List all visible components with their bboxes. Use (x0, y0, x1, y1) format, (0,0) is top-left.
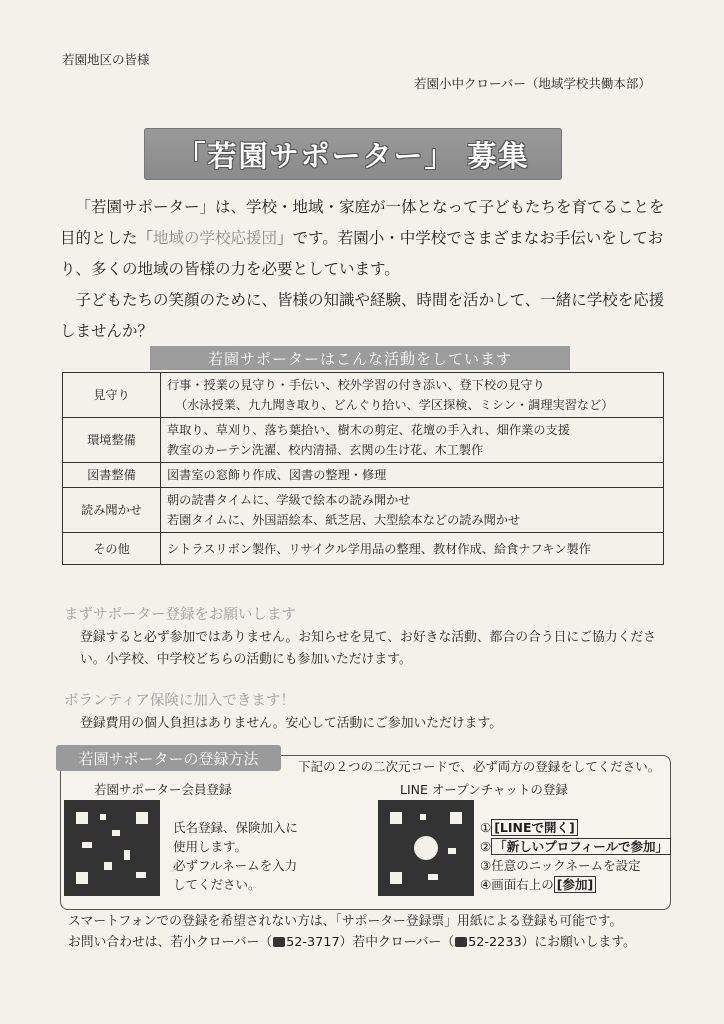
activity-category: 見守り (63, 373, 161, 418)
activity-row (63, 418, 664, 463)
section-register-body: 登録すると必ず参加ではありません。お知らせを見て、お好きな活動、都合の合う日にご協力ください。小学校、中学校どちらの活動にも参加いただけます。 (80, 630, 656, 667)
phone-number-elementary: 52-3717 (286, 935, 340, 950)
activity-line: 朝の読書タイムに、学級で絵本の読み聞かせ (167, 493, 411, 507)
page-title: 「若園サポーター」 募集 (144, 128, 562, 180)
activities-banner: 若園サポーターはこんな活動をしています (150, 346, 570, 370)
activity-line: 若園タイムに、外国語絵本、紙芝居、大型絵本などの読み聞かせ (167, 513, 521, 527)
step-text: [参加] (554, 876, 596, 893)
step-number: ④ (480, 877, 492, 892)
line-step (480, 818, 671, 837)
step-number: ① (480, 820, 492, 835)
line-registration-title: LINE オープンチャットの登録 (400, 782, 568, 797)
line-step (480, 837, 671, 856)
activity-description (161, 533, 664, 565)
activity-line: 教室のカーテン洗濯、校内清掃、玄関の生け花、木工製作 (167, 443, 484, 457)
activity-category: 読み聞かせ (63, 488, 161, 533)
member-registration-title: 若園サポーター会員登録 (94, 782, 232, 797)
activity-row (63, 373, 664, 418)
activity-row (63, 488, 664, 533)
activity-line: 草取り、草刈り、落ち葉拾い、樹木の剪定、花壇の手入れ、畑作業の支援 (167, 423, 570, 437)
line-step (480, 875, 671, 894)
activity-category: その他 (63, 533, 161, 565)
footer-line-2 (68, 932, 668, 953)
footer-text: ）若中クローバー（ (339, 935, 455, 950)
intro-p1-before: 「若園サポーター」は、学校・地域・家庭が一体となって子どもたちを育てることを目的とした「 (60, 198, 665, 247)
organization: 若園小中クローバー（地域学校共働本部） (414, 76, 651, 91)
phone-icon (273, 937, 285, 947)
registration-instruction: 下記の２つの二次元コードで、必ず両方の登録をしてください。 (298, 759, 661, 774)
activity-line: 行事・授業の見守り・手伝い、校外学習の付き添い、登下校の見守り (167, 378, 545, 392)
intro-text (60, 192, 672, 347)
activity-category: 図書整備 (63, 463, 161, 488)
activity-description (161, 418, 664, 463)
footer-text: お問い合わせは、若小クローバー（ (68, 935, 273, 950)
phone-icon (455, 937, 467, 947)
step-text: 「新しいプロフィールで参加」 (491, 838, 671, 855)
activity-row (63, 533, 664, 565)
activity-description (161, 488, 664, 533)
step-number: ③ (480, 858, 492, 873)
intro-paragraph-1 (60, 192, 672, 285)
step-text: 任意のニックネームを設定 (491, 858, 641, 873)
member-desc-line: してください。 (173, 877, 261, 892)
member-desc-line: 必ずフルネームを入力 (173, 858, 298, 873)
activity-line: （水泳授業、九九聞き取り、どんぐり拾い、学区探検、ミシン・調理実習など） (175, 398, 614, 412)
step-text: [LINEで開く] (491, 819, 578, 836)
intro-paragraph-2: 子どもたちの笑顔のために、皆様の知識や経験、時間を活かして、一緒に学校を応援しませんか？ (60, 291, 665, 340)
line-registration-steps (480, 818, 671, 894)
footer-line-1: スマートフォンでの登録を希望されない方は、「サポーター登録票」用紙による登録も可能です。 (68, 914, 623, 929)
line-qr-code[interactable] (378, 800, 474, 896)
section-insurance-body: 登録費用の個人負担はありません。安心して活動にご参加いただけます。 (80, 716, 503, 731)
member-desc-line: 使用します。 (173, 839, 248, 854)
footer (68, 911, 668, 953)
registration-tab: 若園サポーターの登録方法 (56, 745, 281, 771)
member-registration-desc (173, 818, 298, 894)
activities-table (62, 372, 664, 565)
addressee: 若園地区の皆様 (62, 52, 150, 67)
intro-highlight: 地域の学校応援団 (153, 229, 278, 247)
activity-category: 環境整備 (63, 418, 161, 463)
footer-text: ）にお願いします。 (521, 935, 636, 950)
step-prefix: 画面右上の (491, 877, 554, 892)
activity-line: シトラスリボン製作、リサイクル学用品の整理、教材作成、給食ナフキン製作 (167, 541, 591, 556)
phone-number-junior-high: 52-2233 (468, 935, 522, 950)
section-register-heading: まずサポーター登録をお願いします (64, 607, 296, 623)
activity-line: 図書室の窓飾り作成、図書の整理・修理 (167, 468, 387, 482)
line-step (480, 856, 671, 875)
activity-description (161, 463, 664, 488)
activity-description (161, 373, 664, 418)
activity-row (63, 463, 664, 488)
member-desc-line: 氏名登録、保険加入に (173, 820, 299, 835)
section-insurance-heading: ボランティア保険に加入できます！ (64, 693, 295, 709)
step-number: ② (480, 839, 492, 854)
intro-p1-after: 」です。若園小・中学校でさまざまなお手伝いをしており、多くの地域の皆様の力を必要としています。 (60, 229, 664, 278)
member-qr-code[interactable] (64, 800, 160, 896)
